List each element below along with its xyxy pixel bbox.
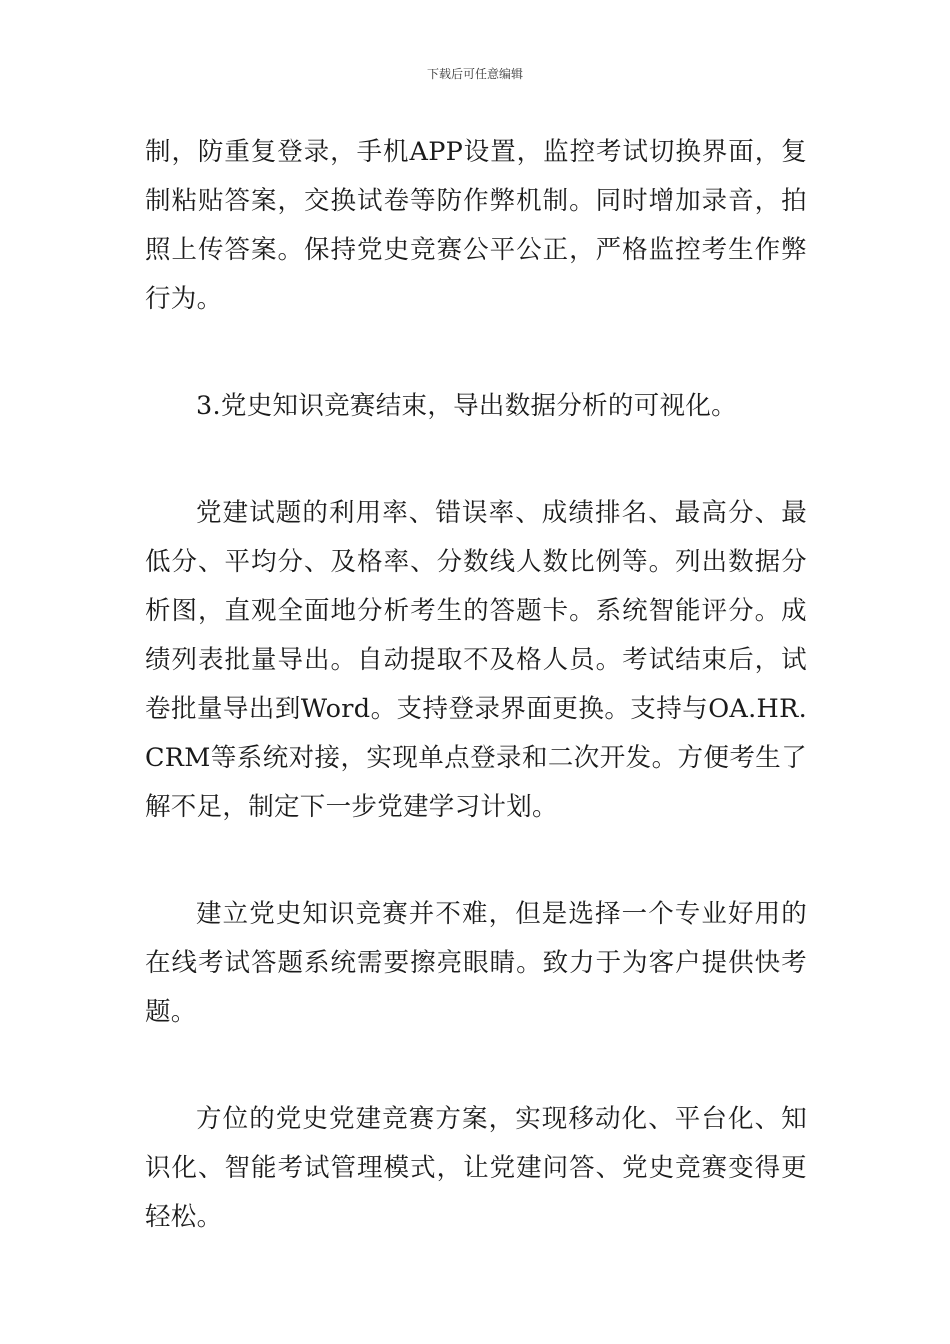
page-header: 下载后可任意编辑 xyxy=(426,67,523,81)
paragraph-anti-cheating: 制，防重复登录，手机APP设置，监控考试切换界面，复制粘贴答案，交换试卷等防作弊机制。同时增加录音，拍照上传答案。保持党史竞赛公平公正，严格监控考生作弊行为。 xyxy=(145,137,807,314)
paragraph-gap xyxy=(145,832,807,890)
paragraph-gap xyxy=(145,324,807,382)
document-body xyxy=(145,128,807,1242)
paragraph-data-analysis: 党建试题的利用率、错误率、成绩排名、最高分、最低分、平均分、及格率、分数线人数比例等。列出数据分析图，直观全面地分析考生的答题卡。系统智能评分。成绩列表批量导出。自动提取不及格人员。考试结束后，试卷批量导出到Word。支持登录界面更换。支持与OA.HR.CRM等系统对接，实现单点登录和二次开发。方便考生了解不足，制定下一步党建学习计划。 xyxy=(145,498,807,822)
paragraph-gap xyxy=(145,431,807,489)
paragraph-section-heading: 3.党史知识竞赛结束，导出数据分析的可视化。 xyxy=(196,391,737,421)
paragraph-system-choice: 建立党史知识竞赛并不难，但是选择一个专业好用的在线考试答题系统需要擦亮眼睛。致力于为客户提供快考题。 xyxy=(145,899,807,1027)
paragraph-gap xyxy=(145,1037,807,1095)
paragraph-solution: 方位的党史党建竞赛方案，实现移动化、平台化、知识化、智能考试管理模式，让党建问答、党史竞赛变得更轻松。 xyxy=(145,1104,807,1232)
